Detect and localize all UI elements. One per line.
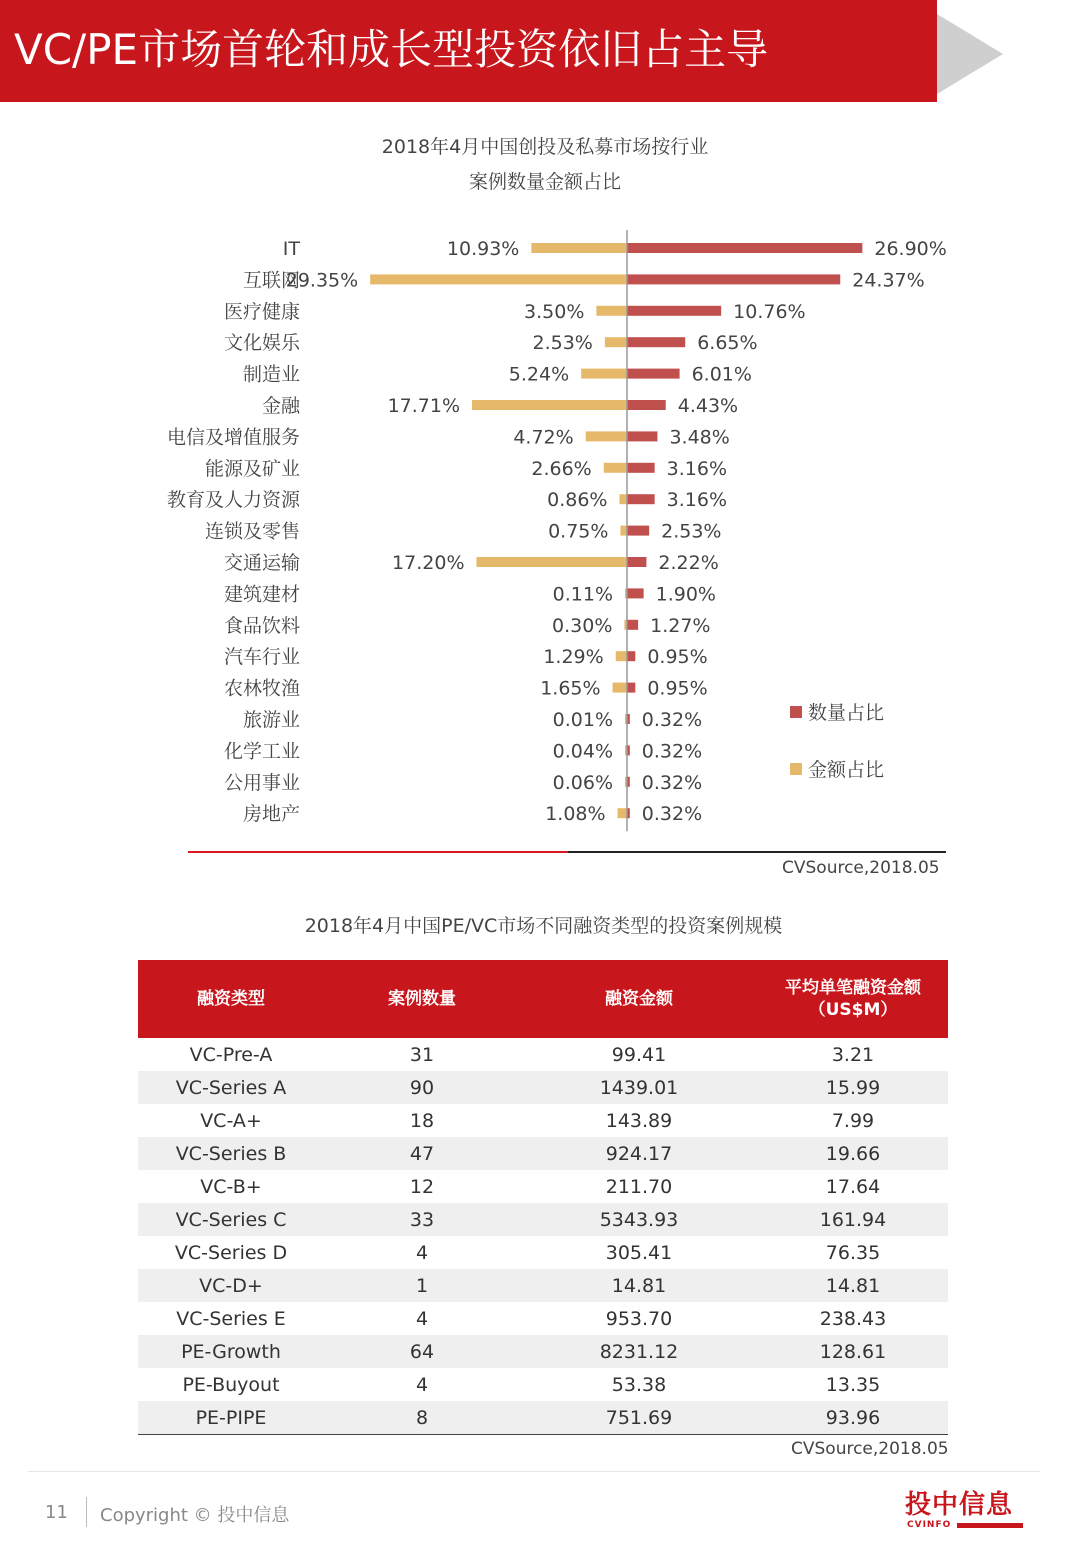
cell-amount: 924.17 bbox=[520, 1137, 758, 1170]
count-bar bbox=[627, 463, 655, 473]
chart-divider-red bbox=[188, 851, 568, 853]
cell-count: 4 bbox=[415, 1241, 429, 1264]
amount-data-label: 0.86% bbox=[547, 489, 608, 512]
count-bar bbox=[627, 683, 635, 693]
cell-type: PE-Buyout bbox=[182, 1373, 280, 1396]
count-data-label: 0.95% bbox=[647, 646, 708, 669]
cell-avg: 17.64 bbox=[825, 1175, 881, 1198]
category-label: 电信及增值服务 bbox=[166, 426, 300, 449]
amount-bar bbox=[477, 557, 628, 567]
cell-avg: 19.66 bbox=[758, 1137, 948, 1170]
count-data-label: 6.01% bbox=[691, 363, 752, 386]
cell-avg: 15.99 bbox=[758, 1071, 948, 1104]
amount-data-label: 17.71% bbox=[387, 395, 461, 417]
category-label: 公用事业 bbox=[223, 771, 300, 794]
category-label: 制造业 bbox=[242, 363, 300, 386]
amount-data-label: 0.04% bbox=[552, 740, 613, 763]
count-data-label: 4.43% bbox=[677, 395, 739, 417]
amount-bar bbox=[531, 243, 627, 253]
cell-amount: 751.69 bbox=[520, 1401, 758, 1435]
category-label: 文化娱乐 bbox=[223, 332, 300, 355]
amount-bar bbox=[472, 400, 627, 410]
amount-data-label: 10.93% bbox=[446, 238, 520, 260]
cell-count: 4 bbox=[415, 1373, 429, 1396]
table-row bbox=[138, 1368, 948, 1401]
count-data-label: 1.27% bbox=[650, 614, 711, 637]
legend-count-label: 数量占比 bbox=[808, 702, 885, 724]
cell-amount: 143.89 bbox=[605, 1109, 673, 1132]
cell-avg: 3.21 bbox=[831, 1043, 875, 1066]
count-bar bbox=[627, 306, 721, 316]
amount-bar bbox=[596, 306, 627, 316]
logo-subtext: CVINFO bbox=[907, 1520, 952, 1530]
amount-data-label: 1.29% bbox=[543, 646, 604, 669]
cell-count: 64 bbox=[324, 1335, 520, 1368]
cell-count: 12 bbox=[409, 1175, 435, 1198]
count-bar bbox=[627, 620, 638, 630]
cell-amount: 1439.01 bbox=[520, 1071, 758, 1104]
count-data-label: 3.16% bbox=[666, 457, 728, 480]
count-bar bbox=[627, 557, 646, 567]
cvinfo-logo bbox=[905, 1490, 1025, 1534]
cell-amount: 99.41 bbox=[611, 1043, 667, 1066]
amount-data-label: 0.75% bbox=[548, 520, 609, 543]
table-row bbox=[138, 1071, 948, 1104]
amount-bar bbox=[581, 369, 627, 379]
count-bar bbox=[627, 274, 840, 284]
industry-bar-chart bbox=[0, 220, 1080, 840]
cell-type: VC-Series C bbox=[138, 1203, 324, 1236]
count-data-label: 2.22% bbox=[658, 552, 719, 574]
amount-bar bbox=[616, 651, 627, 661]
count-bar bbox=[627, 526, 649, 536]
amount-data-label: 0.11% bbox=[552, 583, 613, 606]
cell-amount: 14.81 bbox=[520, 1269, 758, 1302]
table-row bbox=[138, 1038, 948, 1071]
category-label: 医疗健康 bbox=[223, 300, 300, 323]
category-label: 连锁及零售 bbox=[204, 520, 300, 543]
logo-bar bbox=[957, 1523, 1023, 1528]
cell-count: 90 bbox=[324, 1071, 520, 1104]
cell-avg: 128.61 bbox=[758, 1335, 948, 1368]
cell-avg: 13.35 bbox=[825, 1373, 881, 1396]
chart-divider-black bbox=[568, 851, 946, 853]
count-bar bbox=[627, 651, 635, 661]
chart-subtitle: 案例数量金额占比 bbox=[468, 171, 621, 193]
count-data-label: 0.32% bbox=[641, 803, 703, 826]
count-data-label: 0.32% bbox=[641, 709, 703, 731]
table-header-row bbox=[138, 960, 948, 1038]
chart-source: CVSource,2018.05 bbox=[782, 858, 940, 878]
amount-bar bbox=[370, 274, 627, 284]
amount-data-label: 3.50% bbox=[524, 300, 585, 323]
count-data-label: 6.65% bbox=[697, 332, 758, 355]
amount-data-label: 0.30% bbox=[552, 614, 613, 637]
cell-type: VC-D+ bbox=[138, 1269, 324, 1302]
category-label: IT bbox=[282, 238, 300, 260]
cell-amount: 953.70 bbox=[605, 1307, 673, 1330]
page-title: VC/PE市场首轮和成长型投资依旧占主导 bbox=[14, 25, 769, 74]
footer-rule bbox=[28, 1471, 1040, 1472]
cell-avg: 161.94 bbox=[758, 1203, 948, 1236]
table-title: 2018年4月中国PE/VC市场不同融资类型的投资案例规模 bbox=[304, 915, 783, 937]
category-label: 农林牧渔 bbox=[223, 677, 300, 700]
amount-bar bbox=[613, 683, 627, 693]
legend-amount bbox=[790, 755, 884, 782]
table-row bbox=[138, 1236, 948, 1269]
category-label: 建筑建材 bbox=[223, 583, 300, 606]
category-label: 能源及矿业 bbox=[204, 457, 300, 480]
category-label: 食品饮料 bbox=[223, 614, 300, 637]
cell-amount: 211.70 bbox=[605, 1175, 673, 1198]
category-label: 房地产 bbox=[242, 803, 300, 826]
legend-count bbox=[790, 698, 884, 725]
cell-count: 8 bbox=[324, 1401, 520, 1435]
count-data-label: 2.53% bbox=[661, 520, 722, 543]
count-data-label: 0.32% bbox=[641, 771, 703, 794]
count-bar bbox=[627, 431, 657, 441]
footer-divider bbox=[86, 1497, 87, 1527]
legend-amount-swatch bbox=[790, 763, 802, 775]
count-data-label: 24.37% bbox=[852, 269, 925, 292]
category-label: 金融 bbox=[261, 395, 300, 417]
cell-type: VC-Series B bbox=[138, 1137, 324, 1170]
category-label: 交通运输 bbox=[223, 552, 300, 574]
chart-title: 2018年4月中国创投及私募市场按行业 bbox=[381, 136, 709, 158]
cell-amount: 305.41 bbox=[605, 1241, 673, 1264]
category-label: 汽车行业 bbox=[223, 646, 300, 669]
table-source: CVSource,2018.05 bbox=[791, 1439, 949, 1459]
count-bar bbox=[627, 400, 666, 410]
cell-avg: 76.35 bbox=[825, 1241, 881, 1264]
count-bar bbox=[627, 337, 685, 347]
cell-type: VC-A+ bbox=[200, 1109, 262, 1132]
next-arrow-icon bbox=[937, 14, 1003, 94]
cell-type: VC-Pre-A bbox=[189, 1043, 273, 1066]
copyright-text: Copyright © 投中信息 bbox=[100, 1505, 290, 1526]
table-row bbox=[138, 1170, 948, 1203]
cell-avg: 14.81 bbox=[758, 1269, 948, 1302]
amount-bar bbox=[618, 808, 627, 818]
table-row bbox=[138, 1269, 948, 1302]
title-banner bbox=[0, 0, 937, 102]
table-row bbox=[138, 1401, 948, 1435]
count-data-label: 1.90% bbox=[655, 583, 716, 606]
cell-type: VC-Series E bbox=[176, 1307, 286, 1330]
cell-type: VC-B+ bbox=[200, 1175, 262, 1198]
cell-count: 4 bbox=[415, 1307, 429, 1330]
amount-data-label: 5.24% bbox=[508, 363, 570, 386]
amount-data-label: 1.08% bbox=[545, 803, 606, 826]
cell-count: 31 bbox=[409, 1043, 435, 1066]
category-label: 旅游业 bbox=[242, 709, 300, 731]
cell-avg: 238.43 bbox=[819, 1307, 887, 1330]
page-number: 11 bbox=[45, 1502, 68, 1523]
cell-amount: 53.38 bbox=[611, 1373, 667, 1396]
cell-count: 18 bbox=[409, 1109, 435, 1132]
amount-bar bbox=[604, 463, 627, 473]
count-data-label: 0.32% bbox=[641, 740, 703, 763]
count-bar bbox=[627, 588, 644, 598]
amount-bar bbox=[619, 494, 627, 504]
amount-data-label: 0.01% bbox=[552, 709, 613, 731]
count-data-label: 10.76% bbox=[733, 300, 806, 323]
count-bar bbox=[627, 369, 680, 379]
cell-type: PE-PIPE bbox=[138, 1401, 324, 1435]
amount-data-label: 2.66% bbox=[531, 457, 592, 480]
table-row bbox=[138, 1335, 948, 1368]
count-bar bbox=[627, 494, 655, 504]
header-count: 案例数量 bbox=[324, 960, 520, 1038]
count-data-label: 0.95% bbox=[647, 677, 708, 700]
cell-type: VC-Series D bbox=[174, 1241, 288, 1264]
cell-amount: 8231.12 bbox=[520, 1335, 758, 1368]
category-label: 互联网 bbox=[242, 269, 300, 292]
header-type: 融资类型 bbox=[138, 960, 324, 1038]
amount-data-label: 29.35% bbox=[285, 269, 359, 292]
header-avg-line2: （US$M） bbox=[808, 1000, 898, 1020]
amount-data-label: 0.06% bbox=[552, 771, 613, 794]
amount-data-label: 2.53% bbox=[532, 332, 593, 355]
legend-amount-label: 金额占比 bbox=[808, 759, 885, 781]
category-label: 化学工业 bbox=[223, 740, 300, 763]
table-row bbox=[138, 1203, 948, 1236]
header-avg bbox=[758, 960, 948, 1038]
amount-bar bbox=[620, 526, 627, 536]
amount-data-label: 1.65% bbox=[540, 677, 601, 700]
table-row bbox=[138, 1137, 948, 1170]
count-data-label: 3.16% bbox=[666, 489, 728, 512]
count-bar bbox=[627, 243, 862, 253]
financing-table bbox=[138, 960, 948, 1435]
cell-type: PE-Growth bbox=[138, 1335, 324, 1368]
count-data-label: 26.90% bbox=[874, 238, 947, 260]
category-label: 教育及人力资源 bbox=[166, 489, 300, 512]
cell-amount: 5343.93 bbox=[520, 1203, 758, 1236]
header-avg-line1: 平均单笔融资金额 bbox=[785, 978, 921, 998]
cell-count: 1 bbox=[324, 1269, 520, 1302]
amount-bar bbox=[586, 431, 627, 441]
logo-wordmark: 投中信息 bbox=[905, 1490, 1014, 1520]
count-data-label: 3.48% bbox=[669, 426, 730, 449]
cell-count: 47 bbox=[324, 1137, 520, 1170]
amount-bar bbox=[605, 337, 627, 347]
table-row bbox=[138, 1104, 948, 1137]
amount-data-label: 17.20% bbox=[392, 552, 465, 574]
amount-data-label: 4.72% bbox=[513, 426, 574, 449]
cell-avg: 93.96 bbox=[758, 1401, 948, 1435]
cell-count: 33 bbox=[324, 1203, 520, 1236]
cell-type: VC-Series A bbox=[138, 1071, 324, 1104]
cell-avg: 7.99 bbox=[831, 1109, 875, 1132]
header-amount: 融资金额 bbox=[520, 960, 758, 1038]
legend-count-swatch bbox=[790, 706, 802, 718]
table-row bbox=[138, 1302, 948, 1335]
